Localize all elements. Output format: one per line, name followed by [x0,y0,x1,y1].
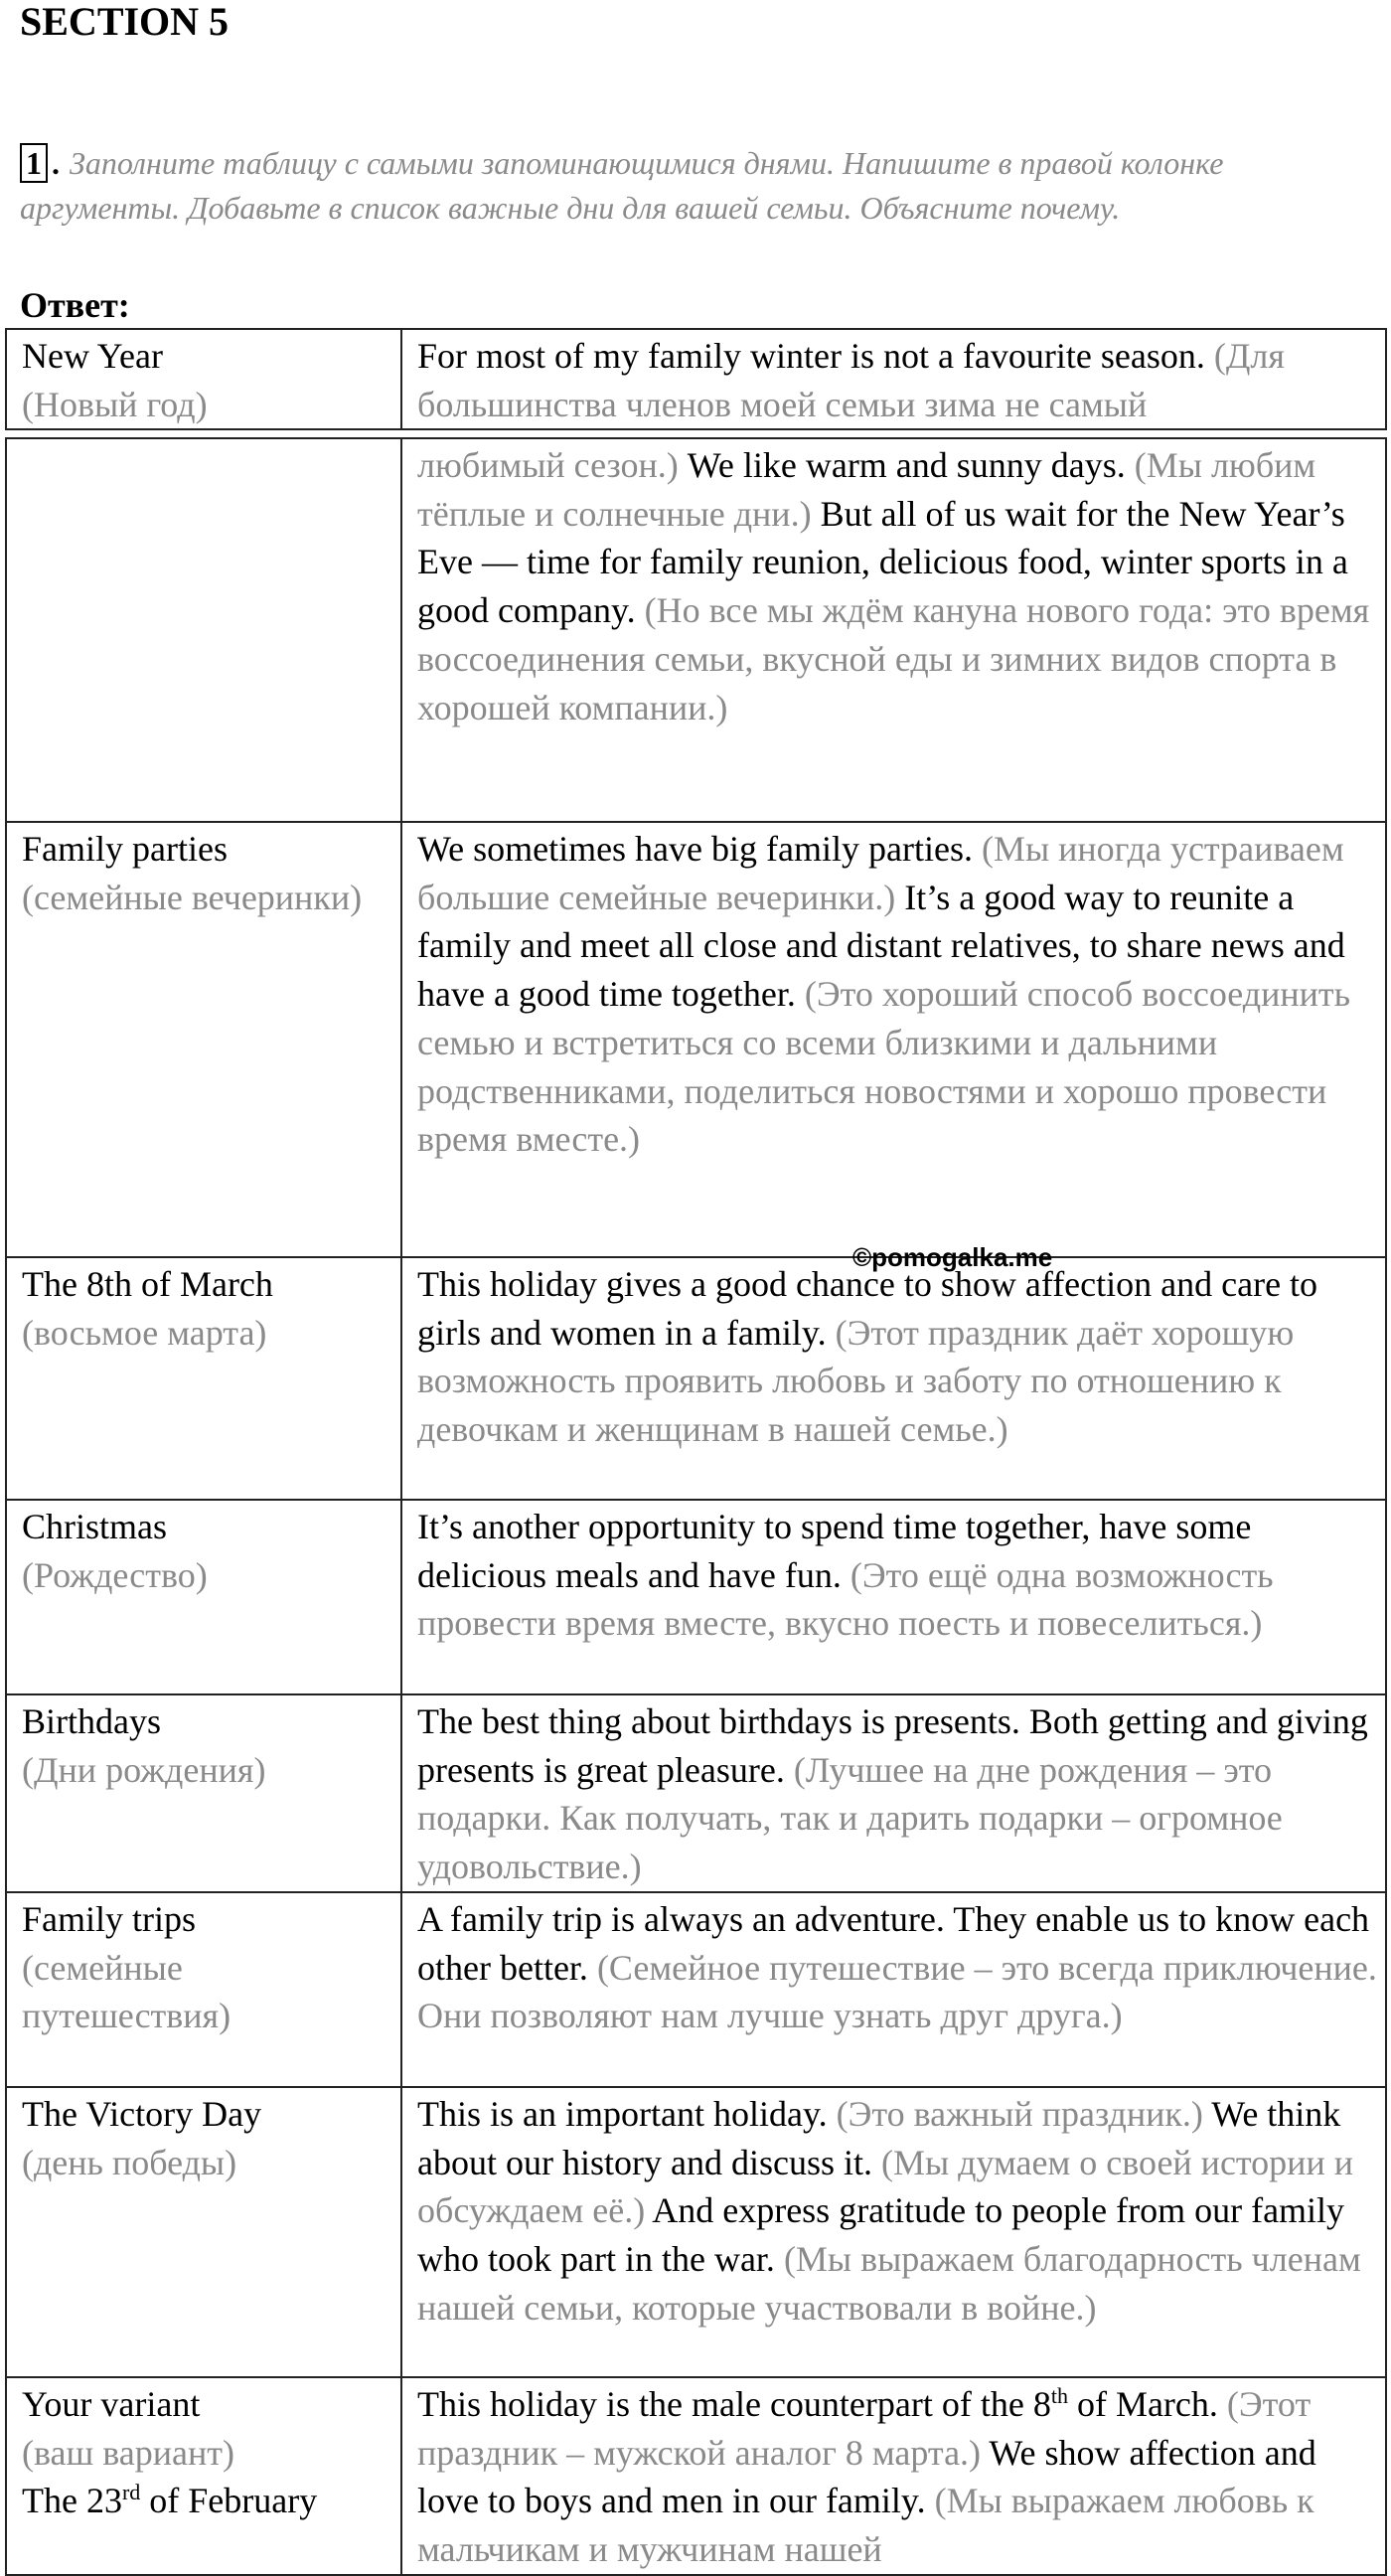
holiday-name-en: The 8th of March [22,1264,273,1304]
holiday-extra-sup: rd [121,2480,141,2505]
english-text: And express gratitude to people from our family who took part in the war. [417,2190,1345,2279]
english-text: A family trip is always an adventure. They enable us to know each other better. [417,1898,1370,1988]
holiday-name-en: The Victory Day [22,2093,262,2134]
english-text: This holiday gives a good chance to show affection and care to girls and women in a family. [417,1264,1318,1353]
translation-text: (Для большинства членов моей семьи зима не самый [417,336,1285,424]
translation-text: (Мы любим тёплые и солнечные дни.) [417,445,1316,534]
holiday-name-en: Birthdays [22,1701,161,1741]
holiday-table-top [5,328,1387,430]
table-row [6,1694,1386,1892]
holiday-name-cell [6,1694,401,1892]
holiday-table-main [5,437,1387,2576]
translation-text: (Лучшее на дне рождения – это подарки. Как получать, так и дарить подарки – огромное удовольствие.) [417,1749,1283,1887]
holiday-description-cell [401,1500,1386,1694]
translation-text: (Мы выражаем любовь к мальчикам и мужчинам нашей [417,2481,1314,2569]
table-row [6,438,1386,822]
table-row [6,1892,1386,2087]
table-row [6,2377,1386,2575]
holiday-extra-post: of February [140,2481,318,2521]
holiday-name-cell [6,1257,401,1500]
english-text: The best thing about birthdays is presents. Both getting and giving presents is great pleasure. [417,1701,1368,1790]
section-title: SECTION 5 [20,0,230,44]
translation-text: (Этот праздник – мужской аналог 8 марта.) [417,2383,1312,2473]
holiday-name-ru: (Дни рождения) [22,1749,266,1790]
english-text: th [1050,2382,1068,2408]
english-text: We like warm and sunny days. [687,445,1126,485]
holiday-description-cell [401,1892,1386,2087]
translation-text: любимый сезон.) [417,445,688,485]
table-row [6,822,1386,1257]
holiday-description-cell [401,2377,1386,2575]
english-text: This is an important holiday. [417,2093,828,2134]
english-text: It’s another opportunity to spend time together, have some delicious meals and have fun. [417,1507,1252,1595]
english-text: of March. [1067,2383,1218,2424]
english-text: We sometimes have big family parties. [417,829,973,869]
task-number-dot: . [52,145,60,181]
translation-text: (Это важный праздник.) [827,2093,1203,2134]
table-row [6,1500,1386,1694]
holiday-name-cell [6,1892,401,2087]
translation-text: (Этот праздник даёт хорошую возможность проявить любовь и заботу по отношению к девочкам и женщинам в нашей семье.) [417,1312,1295,1450]
holiday-name-cell [6,2087,401,2377]
task-number: 1 [20,143,48,183]
holiday-name-ru: (ваш вариант) [22,2432,234,2473]
english-text: For most of my family winter is not a favourite season. [417,336,1205,376]
holiday-name-ru: (Рождество) [22,1554,208,1595]
holiday-name-en: Family trips [22,1898,197,1939]
holiday-name-ru: (Новый год) [22,384,208,424]
holiday-name-cell [6,822,401,1257]
holiday-name-cell [6,329,401,429]
holiday-description-cell [401,1257,1386,1500]
holiday-description-cell [401,1694,1386,1892]
holiday-description-cell [401,2087,1386,2377]
holiday-description-cell [401,329,1386,429]
translation-text: (Семейное путешествие – это всегда приключение. Они позволяют нам лучше узнать друг друга.) [417,1947,1377,2036]
holiday-name-ru: (семейные вечеринки) [22,877,363,917]
translation-text: (Мы иногда устраиваем большие семейные вечеринки.) [417,829,1344,917]
holiday-name-cell [6,1500,401,1694]
holiday-name-en: Christmas [22,1507,168,1546]
table-row [6,2087,1386,2377]
english-text: We show affection and love to boys and men in our family. [417,2432,1316,2521]
holiday-description-cell [401,822,1386,1257]
holiday-name-ru: (восьмое марта) [22,1312,267,1353]
watermark: ©pomogalka.me [852,1242,1053,1272]
english-text: But all of us wait for the New Year’s Eve — time for family reunion, delicious food, winter sports in a good company. [417,493,1348,631]
english-text: This holiday is the male counterpart of the 8 [417,2383,1051,2424]
holiday-name-en: Your variant [22,2383,201,2424]
holiday-name-cell [6,2377,401,2575]
holiday-name-cell [6,438,401,822]
translation-text: (Мы выражаем благодарность членам нашей семьи, которые участвовали в войне.) [417,2238,1361,2328]
holiday-extra-pre: The 23 [22,2481,122,2521]
english-text: We think about our history and discuss it. [417,2093,1341,2182]
answer-label: Ответ: [20,285,130,325]
holiday-description-cell [401,438,1386,822]
holiday-name-extra [22,2477,392,2525]
task-instruction [20,141,1391,231]
translation-text: (Но все мы ждём кануна нового года: это время воссоединения семьи, вкусной еды и зимних видов спорта в хорошей компании.) [417,590,1370,727]
holiday-name-en: New Year [22,336,163,376]
translation-text: (Мы думаем о своей истории и обсуждаем её.) [417,2142,1353,2231]
english-text: It’s a good way to reunite a family and meet all close and distant relatives, to share news and have a good time together. [417,877,1345,1015]
translation-text: (Это ещё одна возможность провести время вместе, вкусно поесть и повеселиться.) [417,1554,1274,1644]
holiday-name-en: Family parties [22,829,228,869]
holiday-name-ru: (семейные путешествия) [22,1947,232,2036]
translation-text: (Это хороший способ воссоединить семью и встретиться со всеми близкими и дальними родственниками, поделиться новостями и хорошо провести время вместе.) [417,974,1351,1160]
holiday-name-ru: (день победы) [22,2142,237,2182]
table-row [6,1257,1386,1500]
task-text: Заполните таблицу с самыми запоминающимися днями. Напишите в правой колонке аргументы. Добавьте в список важные дни для вашей семьи. Объясните почему. [20,145,1224,226]
table-row [6,329,1386,429]
